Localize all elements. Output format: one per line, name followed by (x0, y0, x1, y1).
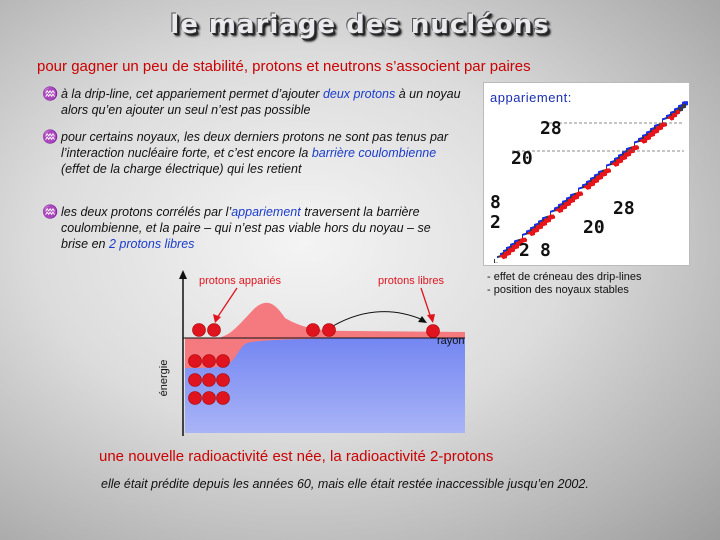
bullet-highlight: appariement (231, 205, 301, 219)
proton-dot (189, 355, 202, 368)
emission-path (333, 312, 423, 326)
magic-number: 8 (490, 192, 501, 213)
pointer-arrow-head (213, 314, 221, 323)
magic-number: 8 (540, 240, 551, 261)
emission-arrow-head (418, 316, 427, 323)
proton-dot (189, 392, 202, 405)
nuclide-cell (682, 104, 686, 108)
bullet-text (61, 86, 476, 118)
proton-dot (203, 355, 216, 368)
magic-number: 20 (511, 148, 533, 169)
pointer-arrow (421, 288, 431, 318)
energy-diagram (155, 268, 475, 443)
x-axis-label: rayon (437, 335, 465, 347)
bullet-icon: ♒ (42, 86, 59, 101)
proton-dot (217, 355, 230, 368)
proton-dot (323, 324, 336, 337)
bullet-text (61, 129, 451, 177)
proton-dot (193, 324, 206, 337)
proton-dot (208, 324, 221, 337)
bullet-icon: ♒ (42, 129, 59, 144)
bullet-highlight: barrière coulombienne (311, 146, 437, 160)
pointer-arrow-head (427, 314, 435, 323)
note-line: - effet de créneau des drip-lines (487, 271, 642, 283)
nuclide-chart-panel (483, 82, 690, 266)
proton-dot (217, 392, 230, 405)
bullet-text (61, 204, 451, 252)
label-free-protons: protons libres (378, 275, 445, 287)
magic-number: 20 (583, 217, 605, 238)
bullet-highlight: deux protons (322, 87, 396, 101)
proton-dot (217, 374, 230, 387)
magic-number: 2 (490, 212, 501, 233)
bullet-highlight: 2 protons libres (108, 237, 195, 251)
proton-dot (203, 374, 216, 387)
note-line: - position des noyaux stables (487, 284, 629, 296)
proton-dot (307, 324, 320, 337)
magic-number: 28 (613, 198, 635, 219)
proton-dot (189, 374, 202, 387)
magic-number: 2 (519, 240, 530, 261)
bullet-text-part: pour certains noyaux, les deux derniers protons ne sont pas tenus par l’interaction nucléaire forte, et c’est encore la (61, 130, 449, 160)
bullet-text-part: les deux protons corrélés par l’ (61, 205, 232, 219)
bullet-text-part: à un noyau alors qu’en ajouter un seul n’est pas possible (61, 87, 461, 117)
magic-number: 28 (540, 118, 562, 139)
chart-notes (487, 271, 642, 297)
slide-title: le mariage des nucléons (170, 10, 550, 40)
proton-dot (203, 392, 216, 405)
y-axis-arrow (179, 270, 187, 279)
panel-label: appariement: (490, 90, 572, 105)
bullet-text-part: traversent la barrière coulombienne, et la paire – qui n’est pas viable hors du noyau – se brise en (61, 205, 431, 251)
proton-dot (427, 325, 440, 338)
bullet-icon: ♒ (42, 204, 59, 219)
bullet-text-part: (effet de la charge électrique) qui les retient (61, 162, 302, 176)
conclusion-subtext: elle était prédite depuis les années 60, mais elle était restée inaccessible jusqu’en 2002. (101, 477, 589, 491)
bullet-text-part: à la drip-line, cet appariement permet d’ajouter (61, 87, 323, 101)
y-axis-label: énergie (158, 359, 170, 397)
pointer-arrow (217, 288, 237, 318)
slide-subtitle: pour gagner un peu de stabilité, protons et neutrons s’associent par paires (37, 58, 531, 75)
conclusion-text: une nouvelle radioactivité est née, la radioactivité 2-protons (99, 448, 494, 465)
label-paired-protons: protons appariés (199, 275, 281, 287)
